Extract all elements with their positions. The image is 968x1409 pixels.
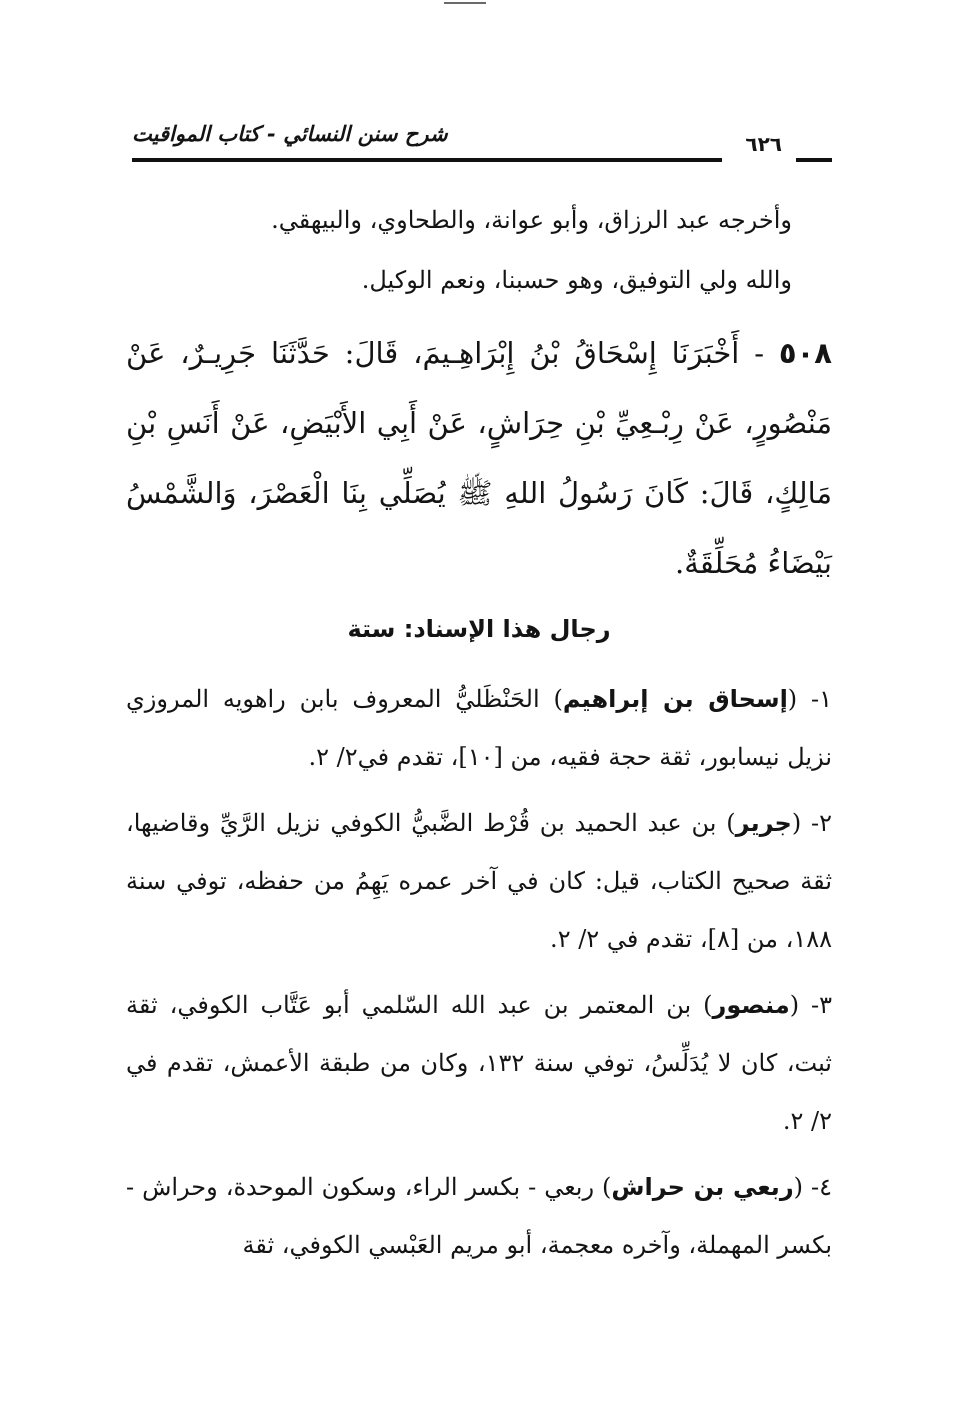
narrator-entry xyxy=(126,794,832,968)
narrator-name: جرير xyxy=(735,809,792,837)
narrator-prefix: ٢- ( xyxy=(791,809,832,837)
narrator-prefix: ٤- ( xyxy=(793,1173,832,1201)
narrator-text: بن عبد الحميد بن قُرْط الضَّبيُّ الكوفي نزيل الرَّيِّ وقاضيها، ثقة صحيح الكتاب، قيل: كان في آخر عمره يَهِمُ من حفظه، توفي سنة ١٨٨، من [٨]، تقدم في ٢/ ٢. xyxy=(126,809,832,953)
narrator-entry xyxy=(126,670,832,786)
narrator-text: الحَنْظَليُّ المعروف بابن راهويه المروزي نزيل نيسابور، ثقة حجة فقيه، من [١٠]، تقدم في٢/ ٢. xyxy=(126,685,832,771)
intro-line-1: وأخرجه عبد الرزاق، وأبو عوانة، والطحاوي، والبيهقي. xyxy=(271,206,792,234)
narrator-name: منصور xyxy=(712,991,790,1019)
narrator-entry xyxy=(126,1158,832,1274)
narrator-suffix: ) xyxy=(594,1173,612,1201)
header-rule-short xyxy=(796,158,832,162)
narrator-suffix: ) xyxy=(539,685,563,713)
running-title: شرح سنن النسائي - كتاب المواقيت xyxy=(132,122,448,146)
section-title: رجال هذا الإسناد: ستة xyxy=(347,615,611,643)
narrator-prefix: ٣- ( xyxy=(789,991,833,1019)
page-body xyxy=(126,190,832,1282)
narrator-name: إسحاق بن إبراهيم xyxy=(562,685,788,713)
narrator-name: ربعي بن حراش xyxy=(611,1173,794,1201)
intro-line-2: والله ولي التوفيق، وهو حسبنا، ونعم الوكيل. xyxy=(361,266,792,294)
narrator-prefix: ١- ( xyxy=(787,685,832,713)
top-edge-mark xyxy=(444,2,486,4)
hadith-paragraph xyxy=(126,318,832,598)
narrator-suffix: ) xyxy=(716,809,736,837)
hadith-separator: - xyxy=(739,336,765,370)
narrator-entry xyxy=(126,976,832,1150)
narrator-text: بن المعتمر بن عبد الله السّلمي أبو عَتَّاب الكوفي، ثقة ثبت، كان لا يُدَلِّسُ، توفي سنة ١٣٢، وكان من طبقة الأعمش، تقدم في ٢/ ٢. xyxy=(126,991,832,1135)
hadith-number: ٥٠٨ xyxy=(778,336,833,370)
page-header xyxy=(132,118,832,178)
page-number: ٦٢٦ xyxy=(745,132,782,156)
hadith-text: أَخْبَرَنَا إِسْحَاقُ بْنُ إِبْرَاهِـيمَ، قَالَ: حَدَّثَنَا جَرِيـرٌ، عَنْ مَنْصُورٍ، عَنْ رِبْـعِيِّ بْنِ حِرَاشٍ، عَنْ أَبِي الأَبْيَضِ، عَنْ أَنَسِ بْنِ مَالِكٍ، قَالَ: كَانَ رَسُولُ اللهِ ﷺ يُصَلِّي بِنَا الْعَصْرَ، وَالشَّمْسُ بَيْضَاءُ مُحَلِّقَةٌ. xyxy=(126,336,832,580)
header-rule xyxy=(132,158,722,162)
narrator-suffix: ) xyxy=(691,991,713,1019)
narrator-text: ربعي - بكسر الراء، وسكون الموحدة، وحراش - بكسر المهملة، وآخره معجمة، أبو مريم العَبْسي الكوفي، ثقة xyxy=(126,1173,832,1259)
